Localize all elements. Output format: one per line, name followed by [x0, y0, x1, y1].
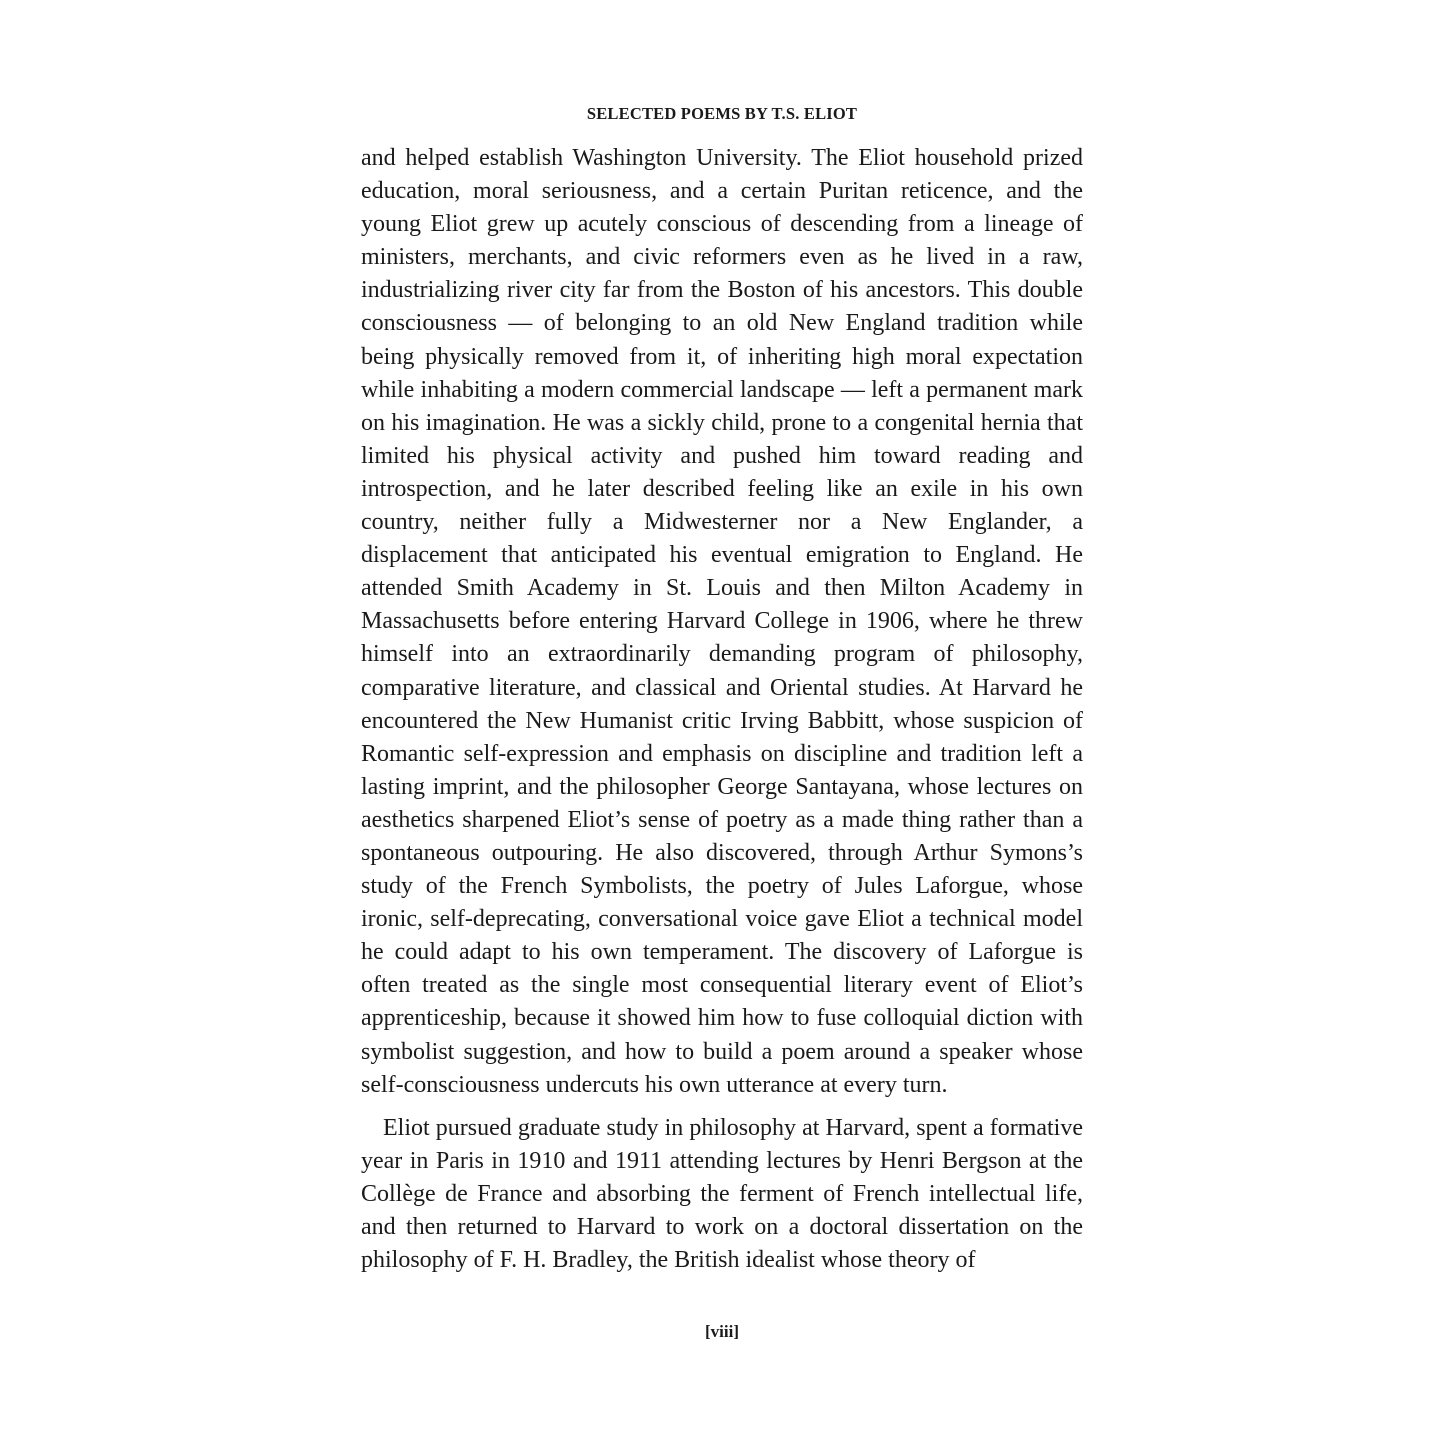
paragraph-1: and helped establish Washington University. The Eliot household prized education, moral seriousness, and a certain Puritan reticence, and the young Eliot grew up acutely conscious of descending from a lineage of ministers, merchants, and civic reformers even as he lived in a raw, industrializing river city far from the Boston of his ancestors. This double consciousness — of belonging to an old New England tradition while being physically removed from it, of inheriting high moral expectation while inhabiting a modern commercial landscape — left a permanent mark on his imagination. He was a sickly child, prone to a congenital hernia that limited his physical activity and pushed him toward reading and introspection, and he later described feeling like an exile in his own country, neither fully a Midwesterner nor a New Englander, a displacement that anticipated his eventual emigration to England. He attended Smith Academy in St. Louis and then Milton Academy in Massachusetts before entering Harvard College in 1906, where he threw himself into an extraordinarily demanding program of philosophy, comparative literature, and classical and Oriental studies. At Harvard he encountered the New Humanist critic Irving Babbitt, whose suspicion of Romantic self-expression and emphasis on discipline and tradition left a lasting imprint, and the philosopher George Santayana, whose lectures on aesthetics sharpened Eliot’s sense of poetry as a made thing rather than a spontaneous outpouring. He also discovered, through Arthur Symons’s study of the French Symbolists, the poetry of Jules Laforgue, whose ironic, self-deprecating, conversational voice gave Eliot a technical model he could adapt to his own temperament. The discovery of Laforgue is often treated as the single most consequential literary event of Eliot’s apprenticeship, because it showed him how to fuse colloquial diction with symbolist suggestion, and how to build a poem around a speaker whose self-consciousness undercuts his own utterance at every turn.: [361, 145, 1083, 1098]
page-number: [viii]: [705, 1322, 739, 1341]
paragraph-2: Eliot pursued graduate study in philosophy at Harvard, spent a formative year in Paris in 1910 and 1911 attending lectures by Henri Bergson at the Collège de France and absorbing the ferment of French intellectual life, and then returned to Harvard to work on a doctoral dissertation on the philosophy of F. H. Bradley, the British idealist whose theory of: [361, 1114, 1083, 1274]
running-head: SELECTED POEMS BY T.S. ELIOT: [586, 104, 858, 123]
body-text: [361, 142, 1083, 1277]
